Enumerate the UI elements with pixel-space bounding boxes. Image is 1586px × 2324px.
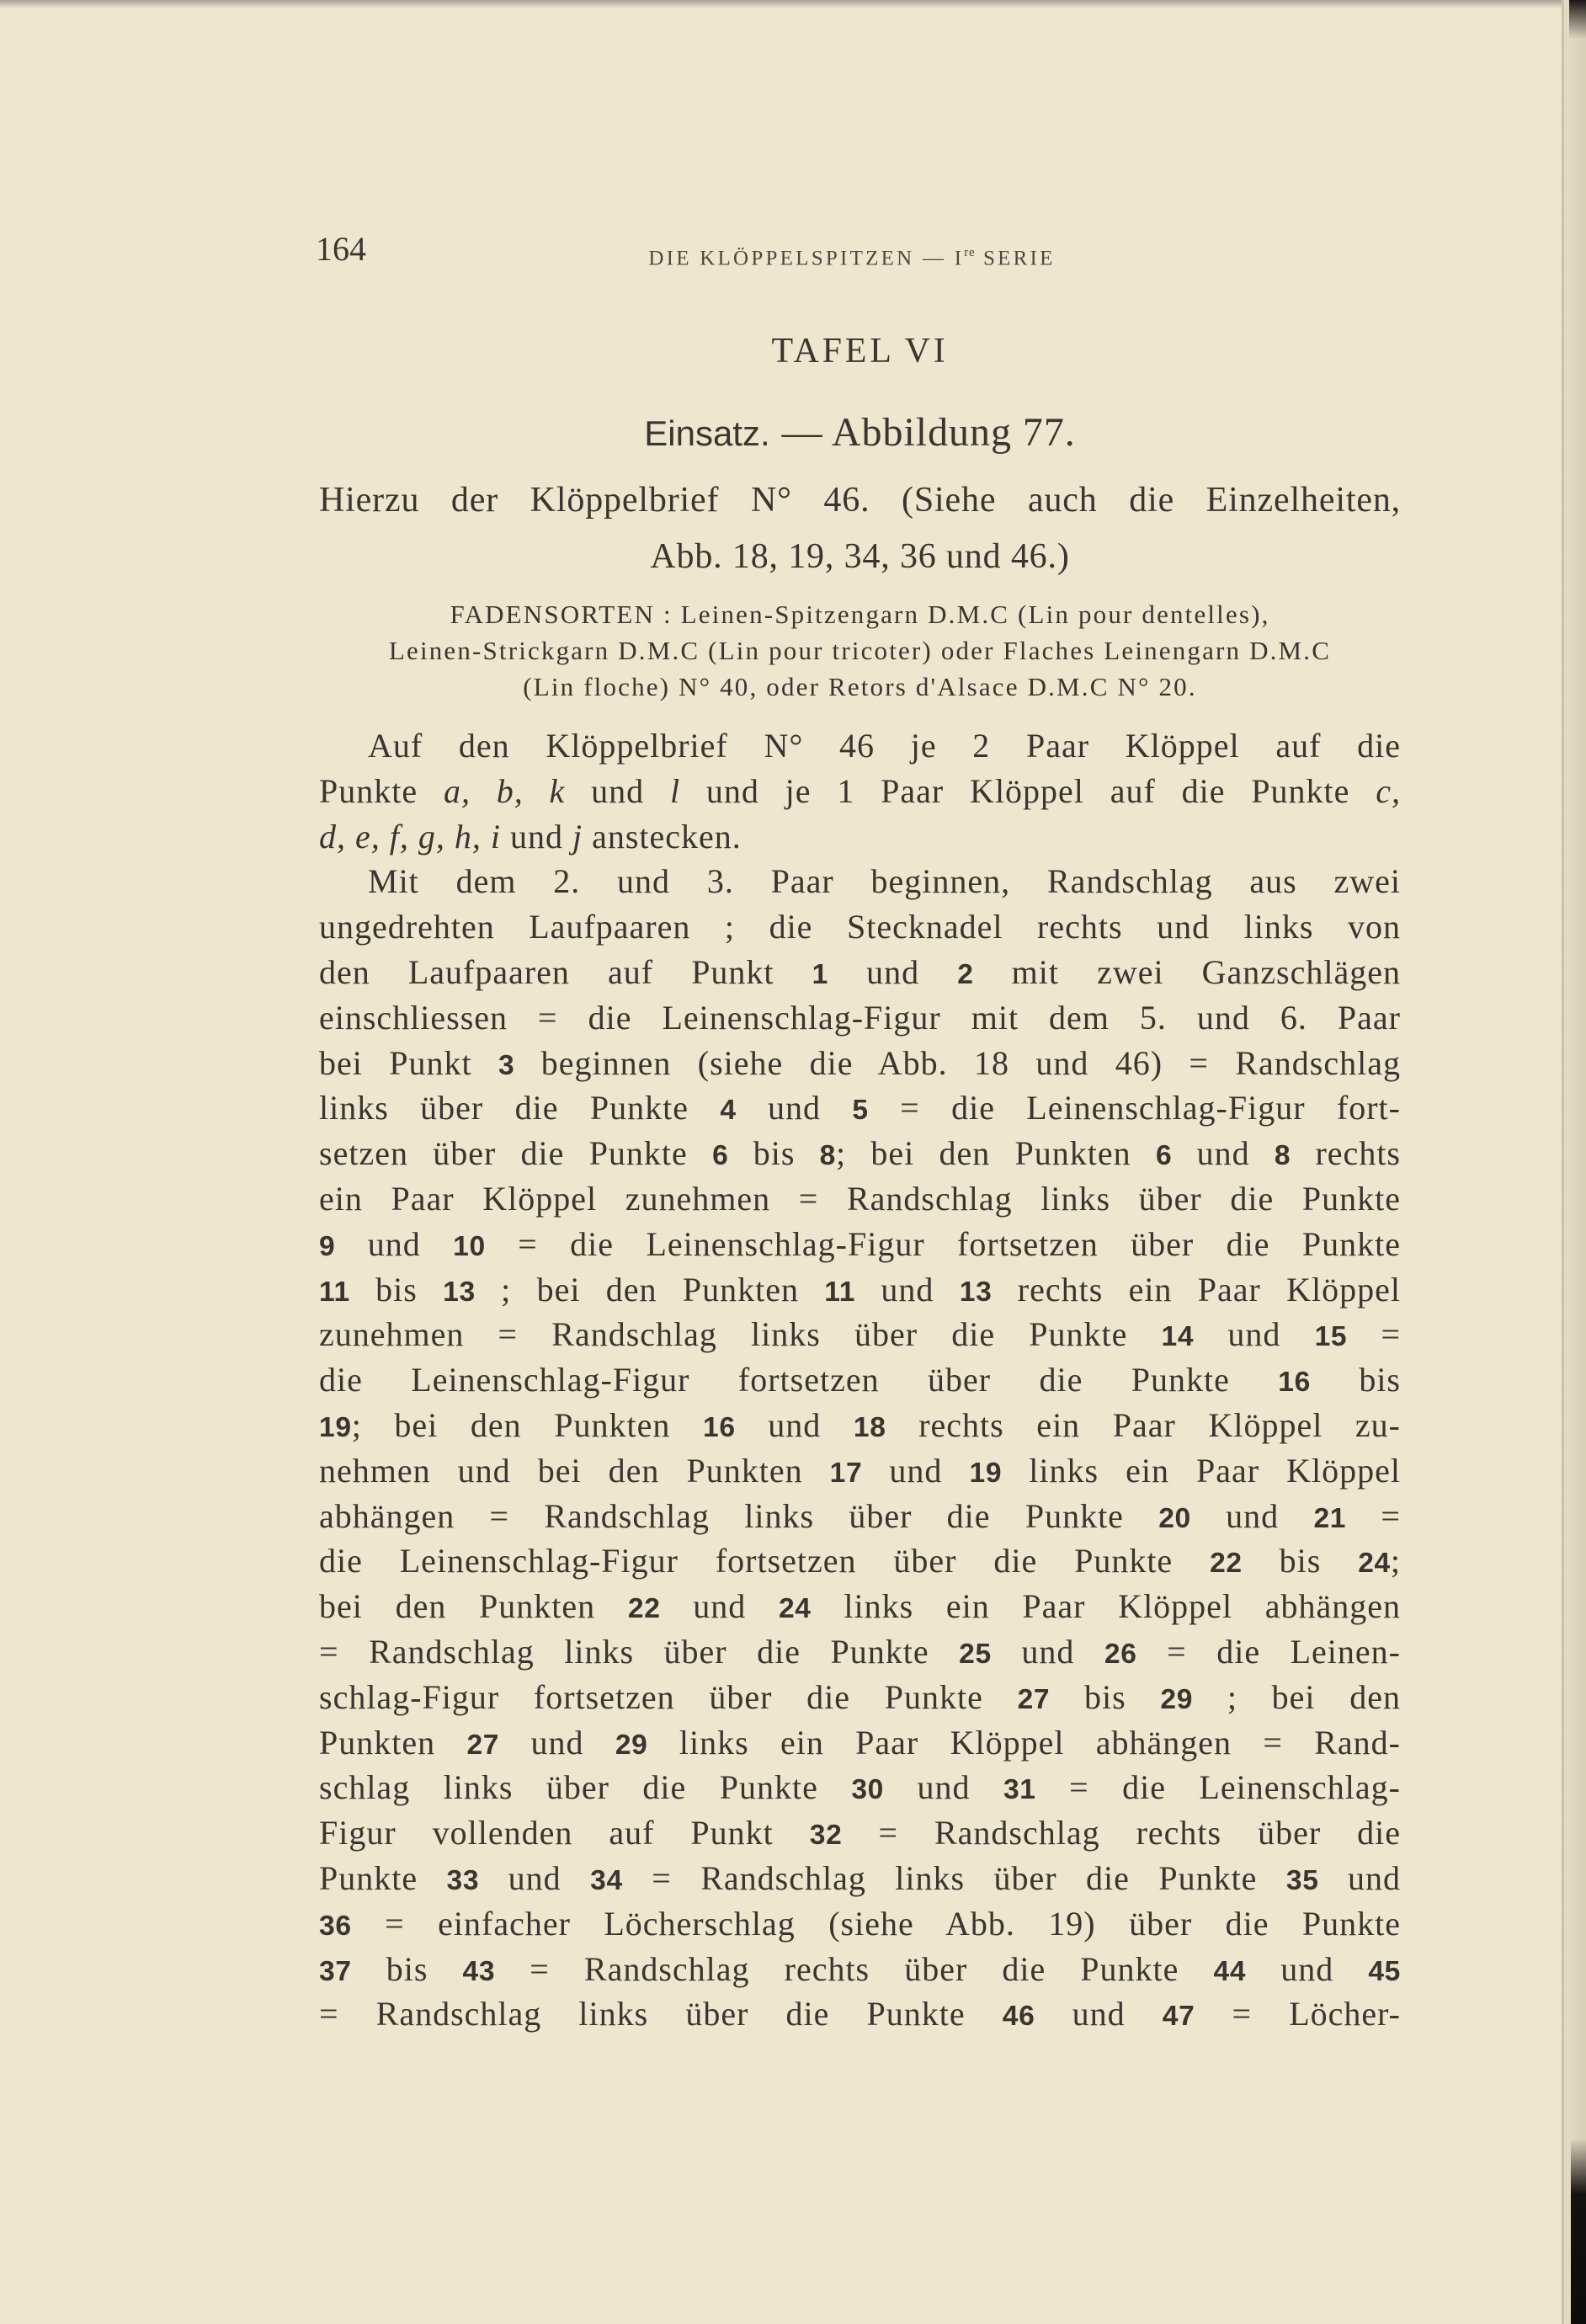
text-line [319, 1494, 1401, 1539]
text-run: rechts ein Paar Klöppel zu- [886, 1405, 1402, 1444]
text-run: = [1346, 1496, 1401, 1535]
thread-types [319, 596, 1401, 705]
text-run: und [565, 771, 670, 810]
point-number: 22 [627, 1593, 661, 1625]
point-number: 37 [319, 1955, 352, 1987]
running-title-series: SERIE [975, 247, 1056, 270]
text-run: bis [728, 1134, 820, 1173]
text-line [319, 814, 1401, 860]
text-run: = die Leinenschlag-Figur fortsetzen über die Punkte [485, 1224, 1401, 1263]
text-line [319, 769, 1401, 814]
text-run: bei den Punkten [319, 1587, 628, 1626]
point-number: 4 [720, 1095, 737, 1127]
intro-line: Abb. 18, 19, 34, 36 und 46.) [650, 537, 1070, 576]
point-number: 17 [829, 1457, 863, 1489]
text-run: bis [1242, 1542, 1359, 1580]
text-run: und [855, 1270, 960, 1309]
text-run: rechts [1291, 1134, 1401, 1173]
text-line [319, 1629, 1401, 1675]
text-line [319, 1584, 1401, 1629]
point-number: 47 [1162, 2001, 1195, 2033]
point-number: 19 [969, 1457, 1003, 1489]
point-number: 19 [319, 1411, 352, 1443]
heading-figure-reference: — Abbildung 77. [781, 410, 1076, 455]
text-run: Mit dem 2. und 3. Paar beginnen, Randschlag aus zwei [368, 862, 1401, 901]
text-line [319, 1810, 1401, 1856]
text-run: und [991, 1632, 1104, 1671]
point-number: 29 [615, 1729, 648, 1761]
instruction-body [319, 723, 1401, 2037]
text-run: bis [1050, 1677, 1161, 1716]
text-run: ; bei den [1193, 1677, 1402, 1716]
text-line [319, 1403, 1401, 1448]
point-number: 43 [462, 1955, 496, 1987]
text-line [319, 904, 1401, 950]
text-run: = [1347, 1315, 1402, 1354]
text-line [319, 1856, 1401, 1901]
running-title-superscript: re [964, 246, 976, 259]
text-run: mit zwei Ganzschlägen [973, 952, 1402, 991]
point-letters: a, b, k [443, 771, 566, 810]
text-line [319, 950, 1401, 995]
text-run: und [1194, 1315, 1315, 1354]
text-run: ; bei den Punkten [351, 1405, 703, 1444]
point-number: 13 [443, 1276, 476, 1308]
text-run: und [862, 1451, 970, 1490]
point-number: 22 [1210, 1548, 1243, 1580]
text-run: bei Punkt [319, 1043, 498, 1082]
point-letters: d, e, f, g, h, i [319, 817, 501, 856]
point-number: 27 [466, 1729, 500, 1761]
text-run: links über die Punkte [319, 1089, 721, 1127]
point-number: 33 [446, 1864, 480, 1896]
text-run: schlag-Figur fortsetzen über die Punkte [319, 1677, 1018, 1716]
text-run: links ein Paar Klöppel abhängen [811, 1587, 1402, 1626]
point-number: 24 [1358, 1548, 1391, 1580]
page-number: 164 [316, 230, 366, 268]
text-run: Figur vollenden auf Punkt [319, 1814, 810, 1852]
text-run: Punkte [319, 771, 444, 810]
text-run: bis [351, 1949, 463, 1988]
point-number: 44 [1213, 1955, 1247, 1987]
point-number: 8 [819, 1140, 837, 1172]
point-number: 30 [851, 1774, 885, 1806]
text-line [319, 1947, 1401, 1992]
text-line [319, 723, 1401, 769]
text-run: schlag links über die Punkte [319, 1768, 852, 1807]
text-line [319, 1041, 1401, 1086]
text-run: und [479, 1858, 591, 1897]
text-line [319, 1448, 1401, 1494]
paragraph [319, 723, 1401, 859]
text-run: links ein Paar Klöppel abhängen = Rand- [647, 1723, 1401, 1762]
intro-text [319, 472, 1401, 585]
text-run: die Leinenschlag-Figur fortsetzen über die Punkte [319, 1542, 1211, 1580]
text-line [319, 1765, 1401, 1810]
point-number: 3 [498, 1049, 515, 1081]
text-run: beginnen (siehe die Abb. 18 und 46) = Randschlag [514, 1043, 1401, 1082]
text-line [319, 995, 1401, 1041]
point-number: 8 [1274, 1140, 1291, 1172]
text-line [319, 1720, 1401, 1766]
point-number: 6 [712, 1140, 729, 1172]
point-number: 15 [1314, 1321, 1348, 1353]
text-line [319, 1538, 1401, 1584]
text-run: und [335, 1224, 454, 1263]
point-number: 27 [1017, 1683, 1051, 1715]
page-right-margin-band [1564, 0, 1586, 2324]
point-number: 46 [1002, 2001, 1035, 2033]
point-number: 32 [809, 1820, 843, 1852]
text-run: = die Leinenschlag-Figur fort- [868, 1089, 1401, 1127]
text-run: ; [1390, 1542, 1402, 1580]
point-number: 35 [1285, 1864, 1319, 1896]
text-line [319, 1267, 1401, 1313]
text-run: = die Leinen- [1136, 1632, 1401, 1671]
text-run: ungedrehten Laufpaaren ; die Stecknadel rechts und links von [319, 908, 1401, 946]
text-run: nehmen und bei den Punkten [319, 1451, 830, 1490]
thread-types-line: (Lin floche) N° 40, oder Retors d'Alsace D.M.C N° 20. [523, 672, 1197, 701]
point-number: 18 [853, 1411, 886, 1443]
point-number: 29 [1160, 1683, 1194, 1715]
text-line [319, 1357, 1401, 1403]
point-letters: c, [1376, 771, 1401, 810]
text-run: = einfacher Löcherschlag (siehe Abb. 19) über die Punkte [351, 1904, 1401, 1943]
text-run: die Leinenschlag-Figur fortsetzen über die Punkte [319, 1361, 1279, 1399]
point-number: 5 [852, 1095, 869, 1127]
point-number: 25 [959, 1638, 992, 1670]
page-top-shadow [0, 0, 1586, 8]
text-line [319, 1222, 1401, 1267]
scan-corner-shadow-top [1569, 0, 1586, 39]
text-run: = Randschlag links über die Punkte [319, 1632, 960, 1671]
text-run: und [500, 817, 572, 856]
text-run: ; bei den Punkten [475, 1270, 825, 1309]
text-run: und [735, 1405, 854, 1444]
text-run: ; bei den Punkten [836, 1134, 1156, 1173]
text-line [319, 1901, 1401, 1947]
text-run: und [1035, 1995, 1163, 2034]
text-run: = Randschlag links über die Punkte [622, 1858, 1286, 1897]
point-number: 21 [1313, 1502, 1347, 1534]
point-number: 10 [453, 1230, 486, 1262]
text-run: setzen über die Punkte [319, 1134, 713, 1173]
text-run: = die Leinenschlag- [1035, 1768, 1401, 1807]
paragraph [319, 859, 1401, 2037]
point-number: 31 [1003, 1774, 1036, 1806]
scan-corner-shadow-bottom [1571, 2139, 1586, 2324]
thread-types-line: Leinen-Strickgarn D.M.C (Lin pour tricoter) oder Flaches Leinengarn D.M.C [388, 636, 1332, 665]
point-number: 20 [1158, 1502, 1191, 1534]
running-title-text: DIE KLÖPPELSPITZEN — I [648, 247, 965, 270]
text-run: und [884, 1768, 1003, 1807]
point-number: 2 [957, 958, 974, 990]
text-run: und [736, 1089, 853, 1127]
running-title [505, 236, 1199, 276]
point-number: 36 [319, 1910, 352, 1942]
text-run: bis [1310, 1361, 1401, 1399]
text-line [319, 1176, 1401, 1222]
text-line [319, 859, 1401, 904]
text-run: und [1318, 1858, 1402, 1897]
text-run: und [660, 1587, 779, 1626]
text-run: und [499, 1723, 615, 1762]
heading-label: Einsatz. [644, 413, 770, 453]
point-number: 11 [824, 1276, 856, 1308]
text-line [319, 1085, 1401, 1131]
section-heading [319, 408, 1401, 458]
text-run: abhängen = Randschlag links über die Punkte [319, 1496, 1159, 1535]
text-run: und [1172, 1134, 1275, 1173]
text-run: = Löcher- [1195, 1995, 1402, 2034]
text-line [319, 1675, 1401, 1720]
text-line [319, 1312, 1401, 1357]
point-number: 16 [1278, 1367, 1311, 1399]
point-number: 1 [812, 958, 828, 990]
text-run: Punkten [319, 1723, 467, 1762]
text-run: anstecken. [583, 817, 742, 856]
text-run: = Randschlag links über die Punkte [319, 1995, 1003, 2034]
point-number: 14 [1161, 1321, 1195, 1353]
point-number: 45 [1368, 1955, 1402, 1987]
text-run: und [1190, 1496, 1314, 1535]
text-run: = Randschlag rechts über die Punkte [495, 1949, 1214, 1988]
running-header [0, 229, 1586, 269]
text-run: und [828, 952, 958, 991]
point-number: 11 [319, 1276, 350, 1308]
text-run: bis [349, 1270, 444, 1309]
point-number: 24 [778, 1593, 812, 1625]
text-run: Punkte [319, 1858, 447, 1897]
point-number: 34 [590, 1864, 623, 1896]
text-run: rechts ein Paar Klöppel [992, 1270, 1401, 1309]
point-number: 13 [959, 1276, 993, 1308]
text-run: Auf den Klöppelbrief N° 46 je 2 Paar Klöppel auf die [368, 727, 1401, 765]
point-number: 6 [1155, 1140, 1173, 1172]
plate-title: TAFEL VI [771, 332, 949, 370]
point-letters: l [669, 771, 681, 810]
text-line [319, 1131, 1401, 1176]
point-letters: j [572, 817, 583, 856]
point-number: 9 [319, 1230, 336, 1262]
text-run: links ein Paar Klöppel [1002, 1451, 1402, 1490]
text-run: = Randschlag rechts über die [842, 1814, 1401, 1852]
text-run: den Laufpaaren auf Punkt [319, 952, 812, 991]
thread-types-line: FADENSORTEN : Leinen-Spitzengarn D.M.C (Lin pour dentelles), [450, 600, 1270, 629]
text-run: und [1246, 1949, 1369, 1988]
point-number: 26 [1104, 1638, 1137, 1670]
intro-line: Hierzu der Klöppelbrief N° 46. (Siehe auch die Einzelheiten, [319, 481, 1401, 520]
text-run: und je 1 Paar Klöppel auf die Punkte [680, 771, 1376, 810]
point-number: 16 [702, 1411, 736, 1443]
text-line [319, 1991, 1401, 2037]
text-run: einschliessen = die Leinenschlag-Figur mit dem 5. und 6. Paar [319, 998, 1401, 1037]
text-run: zunehmen = Randschlag links über die Punkte [319, 1315, 1162, 1354]
text-run: ein Paar Klöppel zunehmen = Randschlag links über die Punkte [319, 1179, 1401, 1218]
